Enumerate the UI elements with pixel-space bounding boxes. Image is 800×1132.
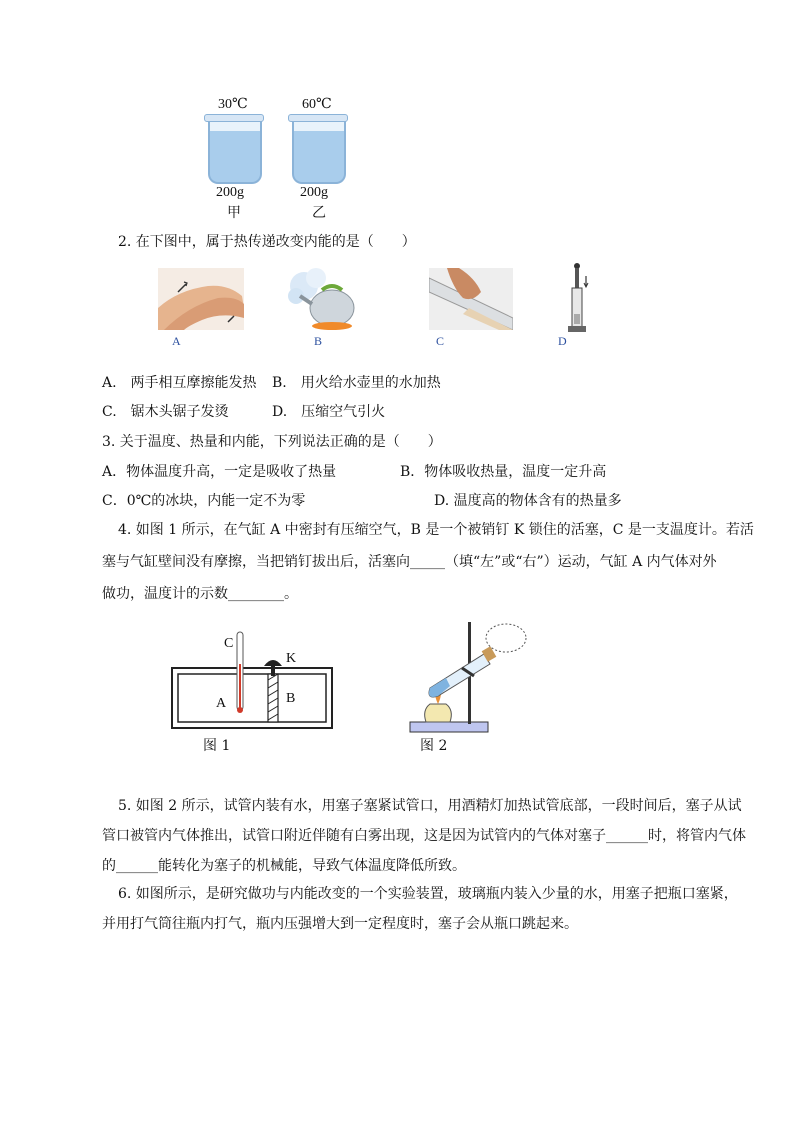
figure-2-test-tube xyxy=(402,618,530,736)
q5-line3: 的______能转化为塞子的机械能，导致气体温度降低所致。 xyxy=(102,858,466,874)
q3-stem: 3. 关于温度、热量和内能，下列说法正确的是（ ） xyxy=(102,434,442,450)
q2-stem: 2. 在下图中，属于热传递改变内能的是（ ） xyxy=(118,234,416,250)
beaker-jia-name: 甲 xyxy=(227,205,241,221)
figure-1-label-k: K xyxy=(286,651,297,666)
beaker-yi-mass: 200g xyxy=(300,185,328,200)
q4-line2: 塞与气缸壁间没有摩擦，当把销钉拔出后，活塞向_____（填“左”或“右”）运动，气缸 A 内气体对外 xyxy=(102,554,717,570)
figure-2-caption: 图 2 xyxy=(420,738,448,754)
q3-option-c: C．0℃的冰块，内能一定不为零 xyxy=(102,493,306,509)
q4-line1: 4. 如图 1 所示，在气缸 A 中密封有压缩空气，B 是一个被销钉 K 锁住的活塞，C 是一支温度计。若活 xyxy=(118,522,754,538)
q2-image-label-b: B xyxy=(314,334,323,348)
q3-option-a: A．物体温度升高，一定是吸收了热量 xyxy=(102,464,337,480)
figure-1-caption: 图 1 xyxy=(203,738,231,754)
image-sawing-wood xyxy=(429,268,513,330)
beaker-yi xyxy=(292,120,346,184)
q2-option-a: A. 两手相互摩擦能发热 xyxy=(102,375,257,391)
q3-option-d: D. 温度高的物体含有的热量多 xyxy=(434,493,622,509)
q2-option-c: C. 锯木头锯子发烫 xyxy=(102,404,229,420)
figure-1-label-c: C xyxy=(224,636,234,651)
q2-image-label-d: D xyxy=(558,334,567,348)
beaker-yi-name: 乙 xyxy=(312,205,326,221)
q4-line3: 做功，温度计的示数________。 xyxy=(102,586,298,602)
q2-option-d: D. 压缩空气引火 xyxy=(272,404,386,420)
figure-1-label-a: A xyxy=(216,696,227,711)
beaker-jia xyxy=(208,120,262,184)
q6-line2: 并用打气筒往瓶内打气，瓶内压强增大到一定程度时，塞子会从瓶口跳起来。 xyxy=(102,916,578,932)
q5-line1: 5. 如图 2 所示，试管内装有水，用塞子塞紧试管口，用酒精灯加热试管底部，一段时间后，塞子从试 xyxy=(118,798,742,814)
beaker-jia-temp: 30℃ xyxy=(218,97,248,112)
beaker-yi-temp: 60℃ xyxy=(302,97,332,112)
q6-line1: 6. 如图所示，是研究做功与内能改变的一个实验装置，玻璃瓶内装入少量的水，用塞子把瓶口塞紧， xyxy=(118,886,738,902)
q2-option-b: B. 用火给水壶里的水加热 xyxy=(272,375,441,391)
image-air-compression xyxy=(564,262,590,334)
figure-1-cylinder xyxy=(168,618,338,738)
image-kettle-heating xyxy=(282,266,360,332)
q5-line2: 管口被管内气体推出，试管口附近伴随有白雾出现，这是因为试管内的气体对塞子______时，将管内气体 xyxy=(102,828,746,844)
q2-image-label-c: C xyxy=(436,334,445,348)
q2-image-label-a: A xyxy=(172,334,181,348)
beaker-jia-mass: 200g xyxy=(216,185,244,200)
q3-option-b: B．物体吸收热量，温度一定升高 xyxy=(400,464,607,480)
figure-1-label-b: B xyxy=(286,691,296,706)
image-rubbing-hands xyxy=(158,268,244,330)
